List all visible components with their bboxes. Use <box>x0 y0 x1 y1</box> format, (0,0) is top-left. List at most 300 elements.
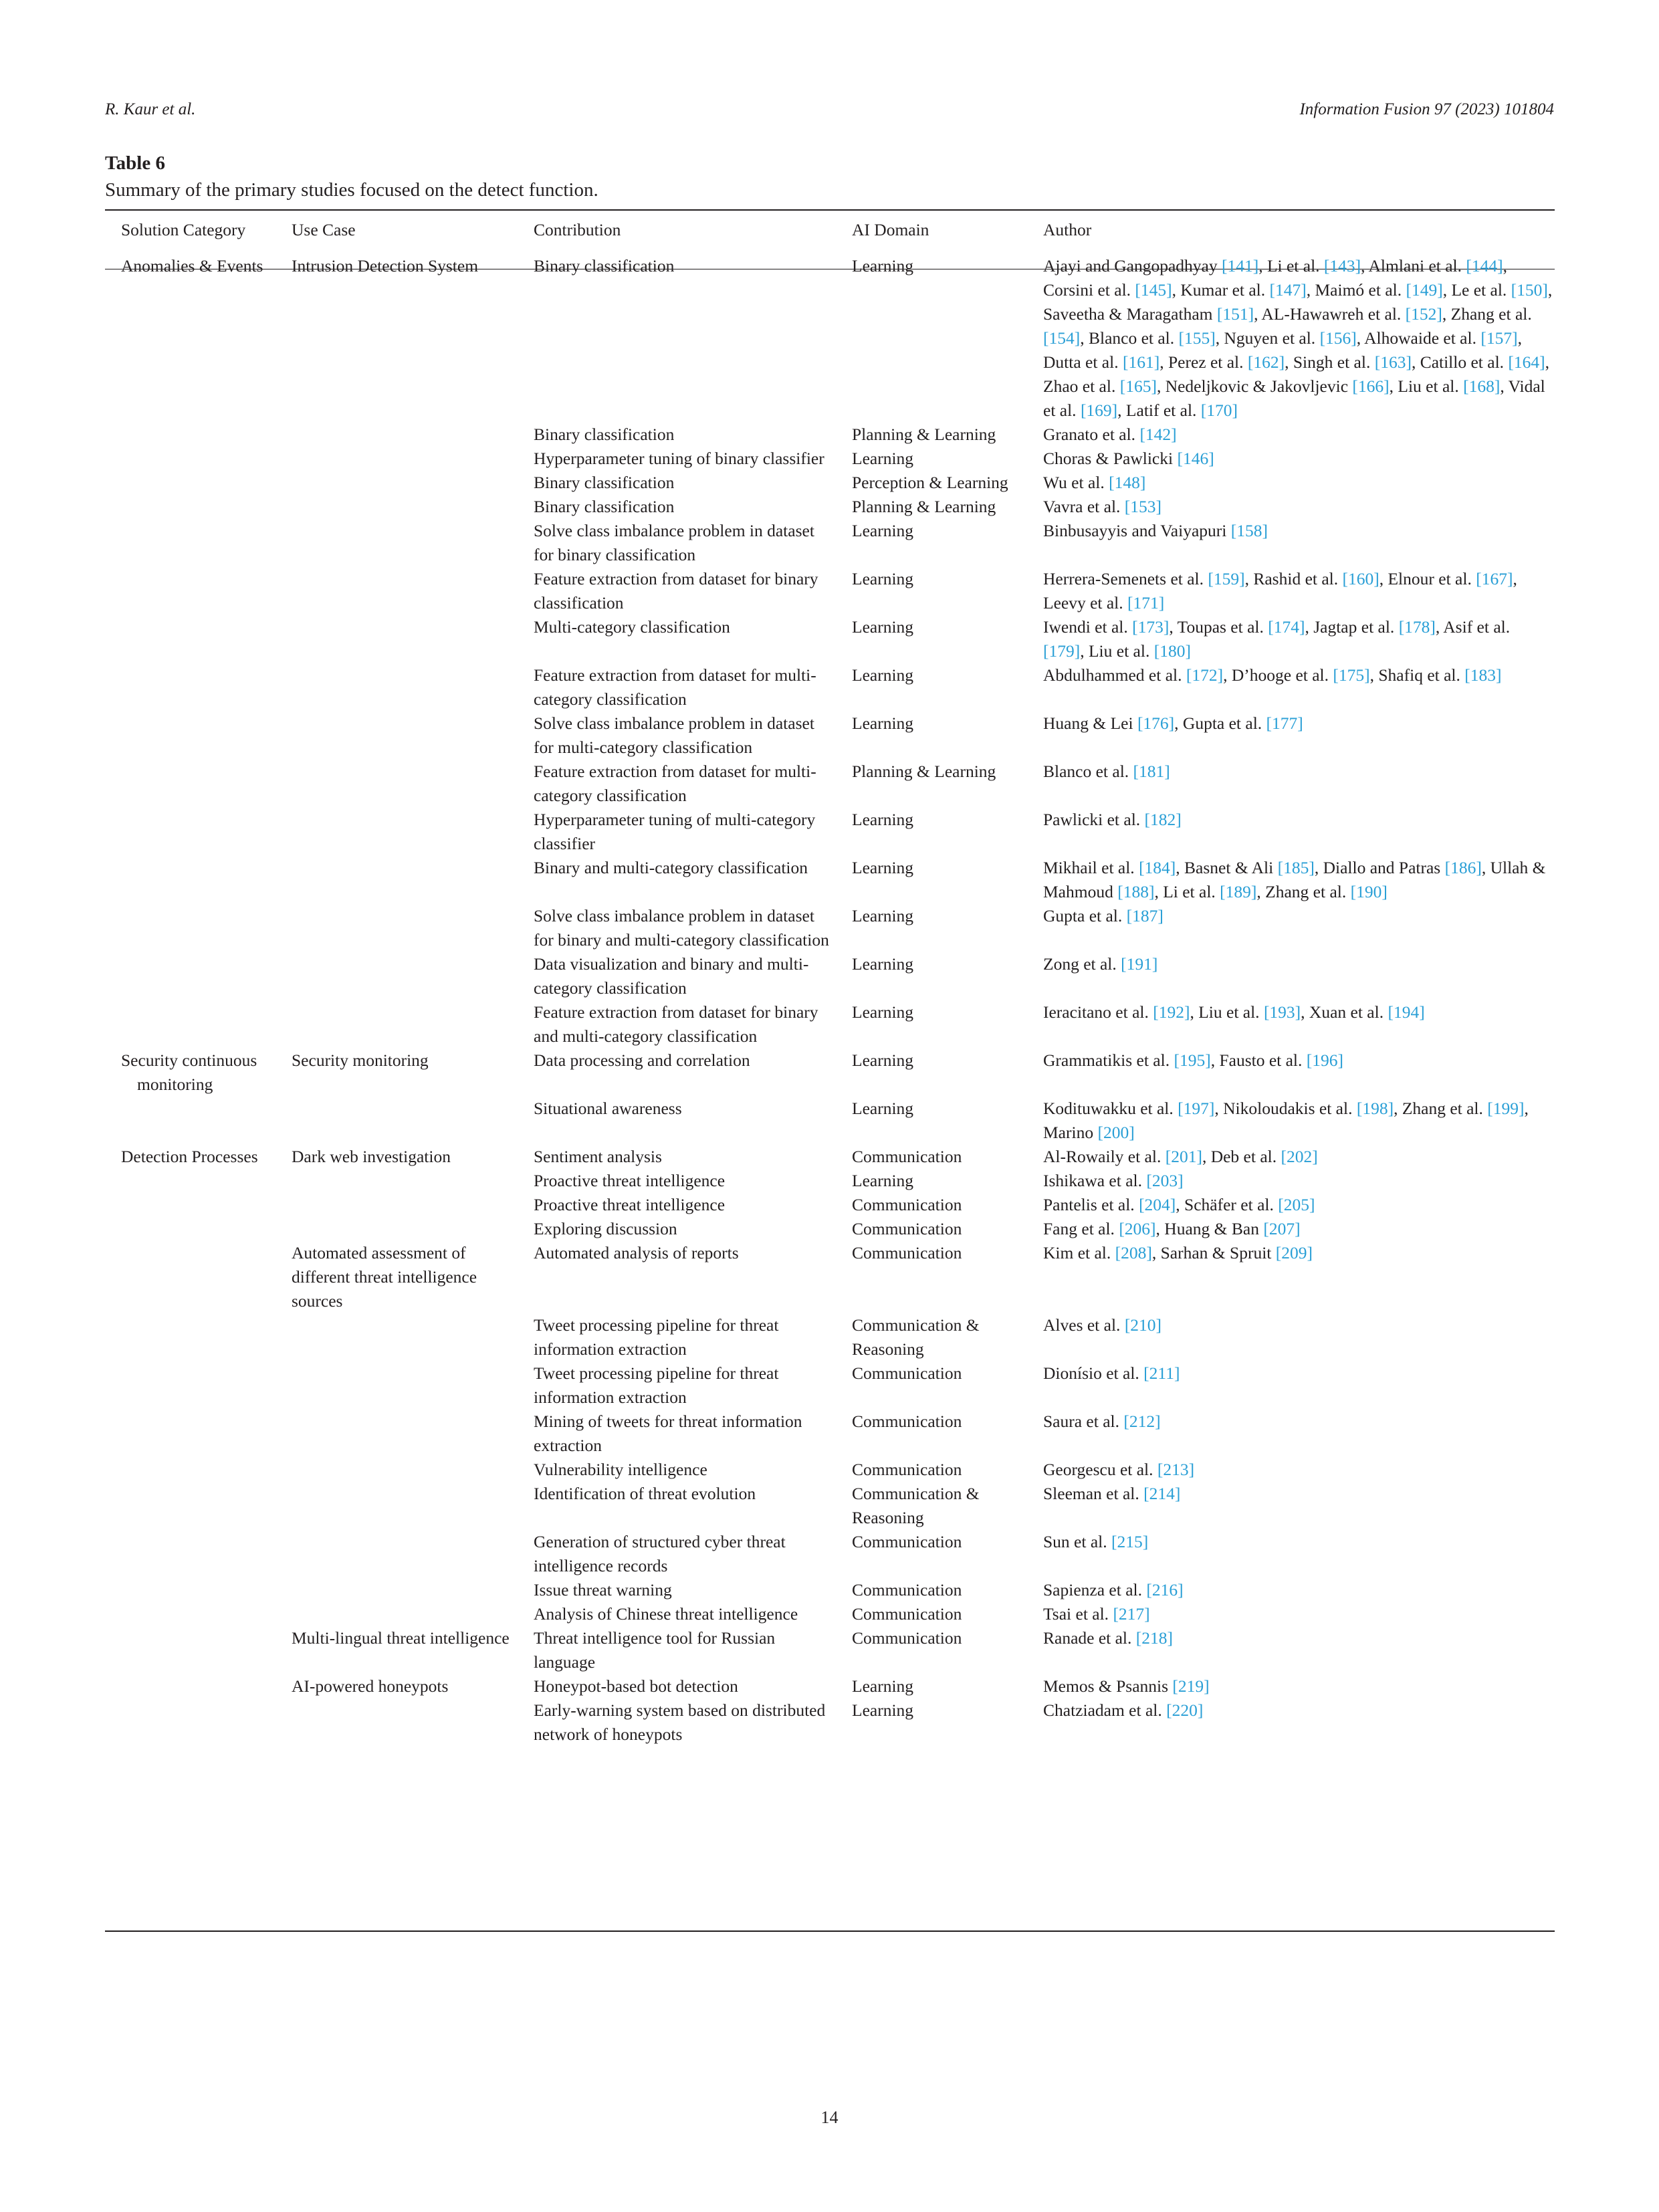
table-body <box>105 247 1555 1747</box>
author-name: Ishikawa et al. <box>1043 1171 1147 1190</box>
ai-domain-cell: Learning <box>852 1171 914 1190</box>
solution-category-cell <box>105 1361 275 1410</box>
author-name: , Saveetha & Maragatham <box>1043 280 1553 324</box>
use-case-cell <box>275 1698 518 1747</box>
author-cell <box>1027 1458 1555 1482</box>
use-case-cell <box>275 1578 518 1602</box>
ai-domain-cell: Communication <box>852 1580 962 1599</box>
author-cell <box>1027 567 1555 615</box>
contribution-cell: Situational awareness <box>534 1099 682 1118</box>
table-row <box>105 423 1555 447</box>
author-cell <box>1027 1145 1555 1169</box>
reference-link[interactable]: [143] <box>1323 256 1361 275</box>
reference-link[interactable]: [217] <box>1113 1604 1150 1624</box>
reference-link[interactable]: [165] <box>1119 376 1157 396</box>
ai-domain-cell: Communication <box>852 1243 962 1262</box>
table-row <box>105 615 1555 663</box>
contribution-cell: Hyperparameter tuning of binary classifier <box>534 449 824 468</box>
author-name: Sleeman et al. <box>1043 1484 1144 1503</box>
reference-link[interactable]: [183] <box>1464 665 1502 685</box>
ai-domain-cell: Communication <box>852 1363 962 1383</box>
author-name: , Liu et al. <box>1389 376 1464 396</box>
use-case-cell <box>275 663 518 711</box>
author-name: , Gupta et al. <box>1174 713 1266 733</box>
reference-link[interactable]: [196] <box>1306 1050 1343 1070</box>
use-case-cell <box>275 1169 518 1193</box>
reference-link[interactable]: [219] <box>1172 1676 1210 1696</box>
solution-category-cell <box>105 760 275 808</box>
use-case-cell <box>275 1361 518 1410</box>
author-cell <box>1027 1578 1555 1602</box>
ai-domain-cell: Learning <box>852 858 914 877</box>
author-name: , Latif et al. <box>1117 401 1201 420</box>
reference-link[interactable]: [189] <box>1220 882 1257 901</box>
author-name: Vavra et al. <box>1043 497 1125 516</box>
ai-domain-cell: Learning <box>852 954 914 974</box>
use-case-cell <box>275 1097 518 1145</box>
author-name: , Maimó et al. <box>1306 280 1406 300</box>
table-label: Table 6 <box>105 152 165 174</box>
ai-domain-cell: Learning <box>852 713 914 733</box>
table-bottom-rule <box>105 1930 1555 1932</box>
reference-link[interactable]: [212] <box>1123 1412 1161 1431</box>
author-name: , Marino <box>1043 1099 1529 1142</box>
contribution-cell: Generation of structured cyber threat intelligence records <box>534 1532 786 1575</box>
use-case-cell <box>275 423 518 447</box>
table-row <box>105 760 1555 808</box>
contribution-cell: Data visualization and binary and multi-category classification <box>534 954 809 998</box>
author-name: , Zhang et al. <box>1256 882 1351 901</box>
reference-link[interactable]: [150] <box>1511 280 1548 300</box>
reference-link[interactable]: [186] <box>1444 858 1482 877</box>
table-row <box>105 447 1555 471</box>
author-cell <box>1027 1410 1555 1458</box>
author-name: Abdulhammed et al. <box>1043 665 1186 685</box>
use-case-cell <box>275 952 518 1000</box>
reference-link[interactable]: [185] <box>1277 858 1315 877</box>
reference-link[interactable]: [173] <box>1132 617 1170 637</box>
ai-domain-cell: Communication <box>852 1532 962 1551</box>
solution-category-cell <box>105 471 275 495</box>
author-name: Grammatikis et al. <box>1043 1050 1174 1070</box>
table-row <box>105 904 1555 952</box>
author-name: , Schäfer et al. <box>1176 1195 1279 1214</box>
reference-link[interactable]: [151] <box>1216 304 1254 324</box>
contribution-cell: Multi-category classification <box>534 617 730 637</box>
author-name: Sun et al. <box>1043 1532 1111 1551</box>
table-row <box>105 1578 1555 1602</box>
reference-link[interactable]: [162] <box>1247 352 1285 372</box>
author-name: Kodituwakku et al. <box>1043 1099 1178 1118</box>
use-case-cell <box>275 1193 518 1217</box>
contribution-cell: Binary and multi-category classification <box>534 858 808 877</box>
table-row <box>105 1169 1555 1193</box>
running-header-authors: R. Kaur et al. <box>105 100 196 118</box>
contribution-cell: Issue threat warning <box>534 1580 672 1599</box>
use-case-cell <box>275 1000 518 1048</box>
reference-link[interactable]: [194] <box>1388 1002 1425 1022</box>
author-cell <box>1027 1217 1555 1241</box>
solution-category-cell <box>105 447 275 471</box>
use-case-cell: Dark web investigation <box>292 1147 451 1166</box>
table-row <box>105 1626 1555 1674</box>
table-row <box>105 1000 1555 1048</box>
author-name: Saura et al. <box>1043 1412 1124 1431</box>
solution-category-cell <box>105 1169 275 1193</box>
author-cell <box>1027 952 1555 1000</box>
reference-link[interactable]: [159] <box>1208 569 1245 588</box>
reference-link[interactable]: [193] <box>1263 1002 1301 1022</box>
author-name: , Singh et al. <box>1285 352 1375 372</box>
use-case-cell <box>275 711 518 760</box>
solution-category-cell <box>105 1458 275 1482</box>
use-case-cell <box>275 495 518 519</box>
reference-link[interactable]: [208] <box>1115 1243 1152 1262</box>
solution-category-cell: Security continuous monitoring <box>121 1050 257 1094</box>
author-name: , Nikoloudakis et al. <box>1214 1099 1357 1118</box>
contribution-cell: Early-warning system based on distributed network of honeypots <box>534 1700 826 1744</box>
table-row <box>105 1048 1555 1097</box>
table-row <box>105 952 1555 1000</box>
author-name: , Xuan et al. <box>1301 1002 1388 1022</box>
table-row <box>105 1674 1555 1698</box>
reference-link[interactable]: [192] <box>1153 1002 1190 1022</box>
reference-link[interactable]: [170] <box>1200 401 1238 420</box>
reference-link[interactable]: [171] <box>1127 593 1165 613</box>
solution-category-cell <box>105 1217 275 1241</box>
table-row <box>105 1482 1555 1530</box>
contribution-cell: Feature extraction from dataset for binary classification <box>534 569 818 613</box>
reference-link[interactable]: [147] <box>1269 280 1307 300</box>
reference-link[interactable]: [206] <box>1119 1219 1156 1238</box>
ai-domain-cell: Planning & Learning <box>852 762 996 781</box>
author-name: Mikhail et al. <box>1043 858 1139 877</box>
table-row <box>105 567 1555 615</box>
studies-table <box>105 218 1555 1747</box>
reference-link[interactable]: [215] <box>1111 1532 1149 1551</box>
contribution-cell: Proactive threat intelligence <box>534 1195 726 1214</box>
contribution-cell: Data processing and correlation <box>534 1050 750 1070</box>
reference-link[interactable]: [167] <box>1476 569 1513 588</box>
solution-category-cell <box>105 1097 275 1145</box>
table-row <box>105 856 1555 904</box>
ai-domain-cell: Learning <box>852 1700 914 1720</box>
contribution-cell: Feature extraction from dataset for multi-category classification <box>534 665 816 709</box>
table-caption: Summary of the primary studies focused on the detect function. <box>105 179 598 201</box>
contribution-cell: Binary classification <box>534 473 675 492</box>
reference-link[interactable]: [210] <box>1124 1315 1162 1335</box>
author-name: , Kumar et al. <box>1172 280 1270 300</box>
author-name: , Leevy et al. <box>1043 569 1517 613</box>
author-name: Zong et al. <box>1043 954 1121 974</box>
reference-link[interactable]: [199] <box>1487 1099 1525 1118</box>
author-name: , Nguyen et al. <box>1215 328 1320 348</box>
page-number: 14 <box>820 2108 839 2127</box>
author-cell <box>1027 1097 1555 1145</box>
author-name: Tsai et al. <box>1043 1604 1113 1624</box>
author-name: , Catillo et al. <box>1411 352 1509 372</box>
author-cell <box>1027 904 1555 952</box>
solution-category-cell <box>105 1482 275 1530</box>
reference-link[interactable]: [180] <box>1153 641 1191 661</box>
ai-domain-cell: Learning <box>852 256 914 275</box>
author-cell <box>1027 1361 1555 1410</box>
reference-link[interactable]: [213] <box>1157 1460 1195 1479</box>
author-name: Binbusayyis and Vaiyapuri <box>1043 521 1231 540</box>
reference-link[interactable]: [209] <box>1275 1243 1313 1262</box>
use-case-cell <box>275 1217 518 1241</box>
contribution-cell: Solve class imbalance problem in dataset for binary classification <box>534 521 814 564</box>
author-cell <box>1027 471 1555 495</box>
author-name: Pantelis et al. <box>1043 1195 1139 1214</box>
ai-domain-cell: Communication <box>852 1460 962 1479</box>
reference-link[interactable]: [176] <box>1137 713 1175 733</box>
ai-domain-cell: Learning <box>852 569 914 588</box>
solution-category-cell <box>105 663 275 711</box>
reference-link[interactable]: [148] <box>1109 473 1146 492</box>
solution-category-cell <box>105 808 275 856</box>
solution-category-cell <box>105 1530 275 1578</box>
author-cell <box>1027 447 1555 471</box>
column-header-contribution: Contribution <box>534 220 621 239</box>
reference-link[interactable]: [149] <box>1406 280 1443 300</box>
use-case-cell <box>275 615 518 663</box>
reference-link[interactable]: [188] <box>1117 882 1155 901</box>
author-name: Ranade et al. <box>1043 1628 1136 1648</box>
author-name: Sapienza et al. <box>1043 1580 1147 1599</box>
table-row <box>105 1458 1555 1482</box>
author-name: , Huang & Ban <box>1155 1219 1264 1238</box>
use-case-cell <box>275 471 518 495</box>
reference-link[interactable]: [198] <box>1356 1099 1394 1118</box>
contribution-cell: Identification of threat evolution <box>534 1484 756 1503</box>
solution-category-cell: Anomalies & Events <box>121 256 263 275</box>
ai-domain-cell: Learning <box>852 617 914 637</box>
contribution-cell: Proactive threat intelligence <box>534 1171 726 1190</box>
author-name: Memos & Psannis <box>1043 1676 1173 1696</box>
solution-category-cell <box>105 711 275 760</box>
reference-link[interactable]: [164] <box>1508 352 1545 372</box>
contribution-cell: Solve class imbalance problem in dataset for multi-category classification <box>534 713 814 757</box>
author-cell <box>1027 1241 1555 1313</box>
author-name: , Zhang et al. <box>1394 1099 1488 1118</box>
use-case-cell: AI-powered honeypots <box>292 1676 449 1696</box>
author-name: , Rashid et al. <box>1244 569 1343 588</box>
reference-link[interactable]: [218] <box>1135 1628 1174 1648</box>
use-case-cell <box>275 856 518 904</box>
use-case-cell <box>275 1313 518 1361</box>
author-cell <box>1027 1626 1555 1674</box>
reference-link[interactable]: [166] <box>1352 376 1390 396</box>
use-case-cell <box>275 1458 518 1482</box>
author-cell <box>1027 247 1555 423</box>
author-cell <box>1027 711 1555 760</box>
use-case-cell <box>275 1602 518 1626</box>
solution-category-cell <box>105 495 275 519</box>
author-name: , Le et al. <box>1442 280 1511 300</box>
ai-domain-cell: Communication <box>852 1628 962 1648</box>
author-name: , Zhang et al. <box>1442 304 1532 324</box>
ai-domain-cell: Planning & Learning <box>852 425 996 444</box>
table-row <box>105 808 1555 856</box>
use-case-cell <box>275 1410 518 1458</box>
solution-category-cell <box>105 1602 275 1626</box>
table-row <box>105 1698 1555 1747</box>
contribution-cell: Binary classification <box>534 497 675 516</box>
author-cell <box>1027 760 1555 808</box>
reference-link[interactable]: [202] <box>1281 1147 1318 1166</box>
reference-link[interactable]: [191] <box>1121 954 1158 974</box>
reference-link[interactable]: [161] <box>1122 352 1160 372</box>
column-header-solution-category: Solution Category <box>121 220 246 239</box>
author-name: , Dutta et al. <box>1043 328 1522 372</box>
reference-link[interactable]: [152] <box>1405 304 1442 324</box>
table-row <box>105 495 1555 519</box>
reference-link[interactable]: [163] <box>1374 352 1412 372</box>
reference-link[interactable]: [195] <box>1174 1050 1211 1070</box>
contribution-cell: Vulnerability intelligence <box>534 1460 707 1479</box>
author-name: Chatziadam et al. <box>1043 1700 1167 1720</box>
author-cell <box>1027 1000 1555 1048</box>
solution-category-cell: Detection Processes <box>121 1147 258 1166</box>
reference-link[interactable]: [169] <box>1080 401 1118 420</box>
solution-category-cell <box>105 615 275 663</box>
reference-link[interactable]: [144] <box>1466 256 1503 275</box>
solution-category-cell <box>105 1626 275 1674</box>
author-cell <box>1027 519 1555 567</box>
reference-link[interactable]: [187] <box>1126 906 1164 925</box>
author-name: , Nedeljkovic & Jakovljevic <box>1156 376 1353 396</box>
author-name: Dionísio et al. <box>1043 1363 1144 1383</box>
contribution-cell: Tweet processing pipeline for threat information extraction <box>534 1363 779 1407</box>
author-cell <box>1027 856 1555 904</box>
author-name: , Li et al. <box>1154 882 1220 901</box>
reference-link[interactable]: [172] <box>1186 665 1224 685</box>
reference-link[interactable]: [178] <box>1398 617 1436 637</box>
ai-domain-cell: Communication <box>852 1147 962 1166</box>
reference-link[interactable]: [200] <box>1097 1123 1135 1142</box>
reference-link[interactable]: [179] <box>1043 641 1081 661</box>
reference-link[interactable]: [174] <box>1268 617 1305 637</box>
author-name: Ieracitano et al. <box>1043 1002 1153 1022</box>
author-cell <box>1027 1169 1555 1193</box>
reference-link[interactable]: [201] <box>1165 1147 1202 1166</box>
author-name: Choras & Pawlicki <box>1043 449 1178 468</box>
reference-link[interactable]: [177] <box>1266 713 1303 733</box>
author-name: , Blanco et al. <box>1080 328 1179 348</box>
use-case-cell: Intrusion Detection System <box>292 256 479 275</box>
table-row <box>105 1097 1555 1145</box>
reference-link[interactable]: [146] <box>1177 449 1214 468</box>
reference-link[interactable]: [190] <box>1350 882 1388 901</box>
reference-link[interactable]: [214] <box>1143 1484 1181 1503</box>
reference-link[interactable]: [141] <box>1221 256 1259 275</box>
reference-link[interactable]: [211] <box>1143 1363 1180 1383</box>
reference-link[interactable]: [160] <box>1342 569 1379 588</box>
author-name: , Alhowaide et al. <box>1356 328 1481 348</box>
ai-domain-cell: Communication & Reasoning <box>852 1315 980 1359</box>
solution-category-cell <box>105 567 275 615</box>
use-case-cell: Multi-lingual threat intelligence <box>292 1628 510 1648</box>
table-row <box>105 1602 1555 1626</box>
author-name: Ajayi and Gangopadhyay <box>1043 256 1222 275</box>
reference-link[interactable]: [181] <box>1133 762 1170 781</box>
reference-link[interactable]: [203] <box>1146 1171 1184 1190</box>
author-cell <box>1027 495 1555 519</box>
ai-domain-cell: Learning <box>852 906 914 925</box>
author-name: , Li et al. <box>1258 256 1324 275</box>
reference-link[interactable]: [154] <box>1043 328 1081 348</box>
reference-link[interactable]: [155] <box>1178 328 1216 348</box>
reference-link[interactable]: [175] <box>1333 665 1370 685</box>
reference-link[interactable]: [205] <box>1278 1195 1315 1214</box>
use-case-cell <box>275 808 518 856</box>
contribution-cell: Analysis of Chinese threat intelligence <box>534 1604 798 1624</box>
table-row <box>105 519 1555 567</box>
reference-link[interactable]: [142] <box>1139 425 1177 444</box>
author-name: , Jagtap et al. <box>1305 617 1399 637</box>
author-name: , Shafiq et al. <box>1369 665 1465 685</box>
use-case-cell <box>275 760 518 808</box>
author-name: Pawlicki et al. <box>1043 810 1145 829</box>
solution-category-cell <box>105 1193 275 1217</box>
author-name: , Zhao et al. <box>1043 352 1550 396</box>
reference-link[interactable]: [207] <box>1263 1219 1301 1238</box>
reference-link[interactable]: [197] <box>1178 1099 1215 1118</box>
author-name: Wu et al. <box>1043 473 1109 492</box>
ai-domain-cell: Communication <box>852 1604 962 1624</box>
table-header-row <box>105 218 1555 247</box>
author-name: Blanco et al. <box>1043 762 1133 781</box>
author-name: , Vidal et al. <box>1043 376 1545 420</box>
contribution-cell: Mining of tweets for threat information extraction <box>534 1412 802 1455</box>
table-row <box>105 1530 1555 1578</box>
solution-category-cell <box>105 1674 275 1698</box>
use-case-cell <box>275 447 518 471</box>
author-cell <box>1027 1674 1555 1698</box>
reference-link[interactable]: [145] <box>1135 280 1172 300</box>
reference-link[interactable]: [168] <box>1463 376 1501 396</box>
author-cell <box>1027 1048 1555 1097</box>
table-row <box>105 247 1555 423</box>
reference-link[interactable]: [220] <box>1166 1700 1204 1720</box>
reference-link[interactable]: [184] <box>1139 858 1176 877</box>
use-case-cell <box>275 1482 518 1530</box>
table-row <box>105 711 1555 760</box>
ai-domain-cell: Communication & Reasoning <box>852 1484 980 1527</box>
column-header-author: Author <box>1043 220 1092 239</box>
author-name: , AL-Hawawreh et al. <box>1254 304 1406 324</box>
reference-link[interactable]: [158] <box>1230 521 1268 540</box>
table-top-rule <box>105 209 1555 211</box>
author-name: , Sarhan & Spruit <box>1151 1243 1276 1262</box>
author-name: Herrera-Semenets et al. <box>1043 569 1208 588</box>
author-name: Huang & Lei <box>1043 713 1137 733</box>
contribution-cell: Sentiment analysis <box>534 1147 662 1166</box>
reference-link[interactable]: [182] <box>1144 810 1182 829</box>
ai-domain-cell: Learning <box>852 1002 914 1022</box>
solution-category-cell <box>105 1241 275 1313</box>
reference-link[interactable]: [157] <box>1480 328 1518 348</box>
ai-domain-cell: Learning <box>852 665 914 685</box>
reference-link[interactable]: [156] <box>1319 328 1357 348</box>
reference-link[interactable]: [153] <box>1124 497 1162 516</box>
use-case-cell: Security monitoring <box>292 1050 429 1070</box>
table-row <box>105 1410 1555 1458</box>
contribution-cell: Honeypot-based bot detection <box>534 1676 738 1696</box>
reference-link[interactable]: [216] <box>1146 1580 1184 1599</box>
reference-link[interactable]: [204] <box>1139 1195 1176 1214</box>
